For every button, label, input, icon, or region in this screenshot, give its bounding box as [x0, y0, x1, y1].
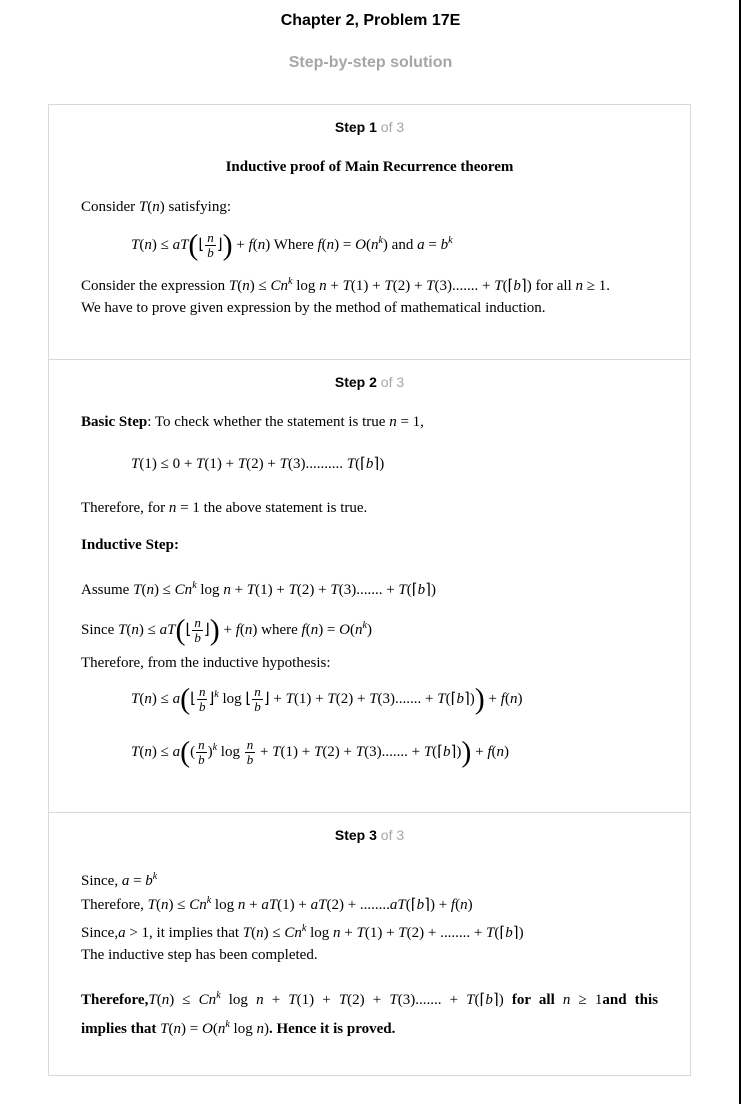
- solution-card: [48, 104, 691, 1076]
- basic-step-conclusion: Therefore, for n = 1 the above statement is true.: [81, 500, 368, 516]
- step-2-label: Step 2 of 3: [334, 374, 405, 390]
- page-subtitle: Step-by-step solution: [288, 54, 453, 71]
- final-statement-line-1: Therefore,T(n) ≤ $Cn^k$ log n + T(1) + T(2) + T(3)....... + T(⌈b⌉) for all n ≥ 1and this: [81, 990, 659, 1008]
- inductive-step-completed: The inductive step has been completed.: [81, 947, 318, 963]
- hypothesis-formula-1: T(n) ≤ a(⌊ $\frac{n}{b}$ ⌋$^k$ log ⌊ $\frac{n}{b}$ ⌋ + T(1) + T(2) + T(3)....... + T(⌈b⌉)) + f(n): [131, 682, 523, 716]
- hypothesis-formula-2: T(n) ≤ a(( $\frac{n}{b}$ )$^k$ log $\frac{n}{b}$ + T(1) + T(2) + T(3)....... + T(⌈b⌉)) + f(n): [131, 735, 510, 769]
- assume-line: Assume $T(n) \le Cn^k$ log n + T(1) + T(2) + T(3)....... + T(⌈b⌉): [81, 580, 436, 598]
- basic-step-line: Basic Step: To check whether the statement is true n = 1,: [81, 414, 424, 430]
- step-1-recurrence-formula: T(n) ≤ aT(⌊ $\frac{n}{b}$ ⌋) + f(n) Where $f(n) = O(n^k)$ and $a = b^k$: [131, 228, 453, 262]
- inductive-step-heading: Inductive Step:: [81, 537, 179, 553]
- since-line: Since T(n) ≤ aT(⌊ $\frac{n}{b}$ ⌋) + f(n) where $f(n) = O(n^k)$: [81, 613, 372, 647]
- step-1-section: [49, 105, 690, 359]
- step-3-section: [49, 812, 690, 1076]
- inductive-hypothesis-intro: Therefore, from the inductive hypothesis:: [81, 655, 331, 671]
- since-a-equals-line: Since, $a = b^k$: [81, 871, 158, 889]
- final-statement-line-2: implies that $T(n) = O(n^k$ log n). Hence it is proved.: [81, 1019, 396, 1037]
- step-1-consider-line: Consider T(n) satisfying:: [81, 199, 232, 215]
- step-1-heading: Inductive proof of Main Recurrence theorem: [225, 159, 514, 175]
- page-title: Chapter 2, Problem 17E: [280, 12, 461, 29]
- basic-step-formula: T(1) ≤ 0 + T(1) + T(2) + T(3).......... T(⌈b⌉): [131, 456, 385, 472]
- step-1-expression-line: Consider the expression $T(n) \le Cn^k$ log n + T(1) + T(2) + T(3)....... + T(⌈b⌉) for all n ≥ 1.: [81, 276, 610, 294]
- step-2-section: [49, 359, 690, 813]
- since-a-greater-line: Since,a > 1, it implies that $T(n) \le Cn^k$ log n + T(1) + T(2) + ........ + T(⌈b⌉): [81, 923, 524, 941]
- step-1-label: Step 1 of 3: [334, 119, 405, 135]
- step-3-label: Step 3 of 3: [334, 827, 405, 843]
- therefore-line: Therefore, $T(n) \le Cn^k$ log n + aT(1) + aT(2) + ........aT(⌈b⌉) + f(n): [81, 895, 473, 913]
- step-1-conclusion: We have to prove given expression by the method of mathematical induction.: [81, 300, 546, 316]
